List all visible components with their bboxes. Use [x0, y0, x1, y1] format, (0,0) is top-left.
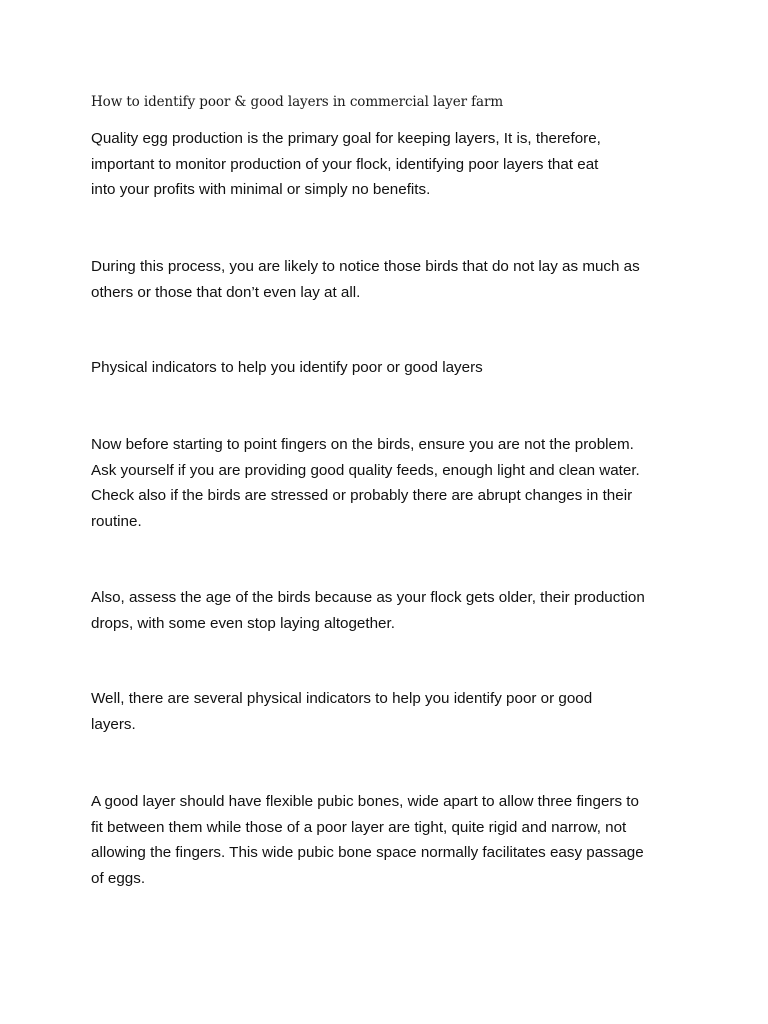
text-line: into your profits with minimal or simply no benefits.	[91, 181, 431, 198]
text-line: Physical indicators to help you identify poor or good layers	[91, 359, 483, 376]
text-line: fit between them while those of a poor layer are tight, quite rigid and narrow, not	[91, 818, 627, 836]
text-line: Well, there are several physical indicators to help you identify poor or good	[91, 690, 593, 707]
paragraph-intro	[91, 126, 691, 203]
text-line: Check also if the birds are stressed or probably there are abrupt changes in their	[91, 487, 633, 504]
text-line: layers.	[91, 715, 136, 733]
text-line: others or those that don’t even lay at all.	[91, 283, 361, 301]
text-line: allowing the fingers. This wide pubic bone space normally facilitates easy passage	[91, 844, 644, 861]
text-line: important to monitor production of your flock, identifying poor layers that eat	[91, 155, 599, 173]
text-line: Quality egg production is the primary goal for keeping layers, It is, therefore,	[91, 130, 601, 147]
text-line: routine.	[91, 512, 142, 530]
document-title: How to identify poor & good layers in commercial layer farm	[91, 94, 504, 110]
paragraph-indicators-heading	[91, 355, 691, 381]
text-line: drops, with some even stop laying altogether.	[91, 614, 395, 632]
paragraph-pubic-bones	[91, 789, 691, 891]
paragraph-age	[91, 585, 691, 636]
paragraph-check-yourself	[91, 432, 691, 534]
text-line: During this process, you are likely to notice those birds that do not lay as much as	[91, 258, 640, 275]
text-line: Also, assess the age of the birds because as your flock gets older, their production	[91, 589, 645, 606]
text-line: of eggs.	[91, 869, 146, 887]
text-line: A good layer should have flexible pubic bones, wide apart to allow three fingers to	[91, 793, 639, 810]
paragraph-process	[91, 254, 691, 305]
text-line: Ask yourself if you are providing good quality feeds, enough light and clean water.	[91, 461, 640, 479]
text-line: Now before starting to point fingers on the birds, ensure you are not the problem.	[91, 436, 634, 453]
paragraph-several-indicators	[91, 686, 691, 737]
